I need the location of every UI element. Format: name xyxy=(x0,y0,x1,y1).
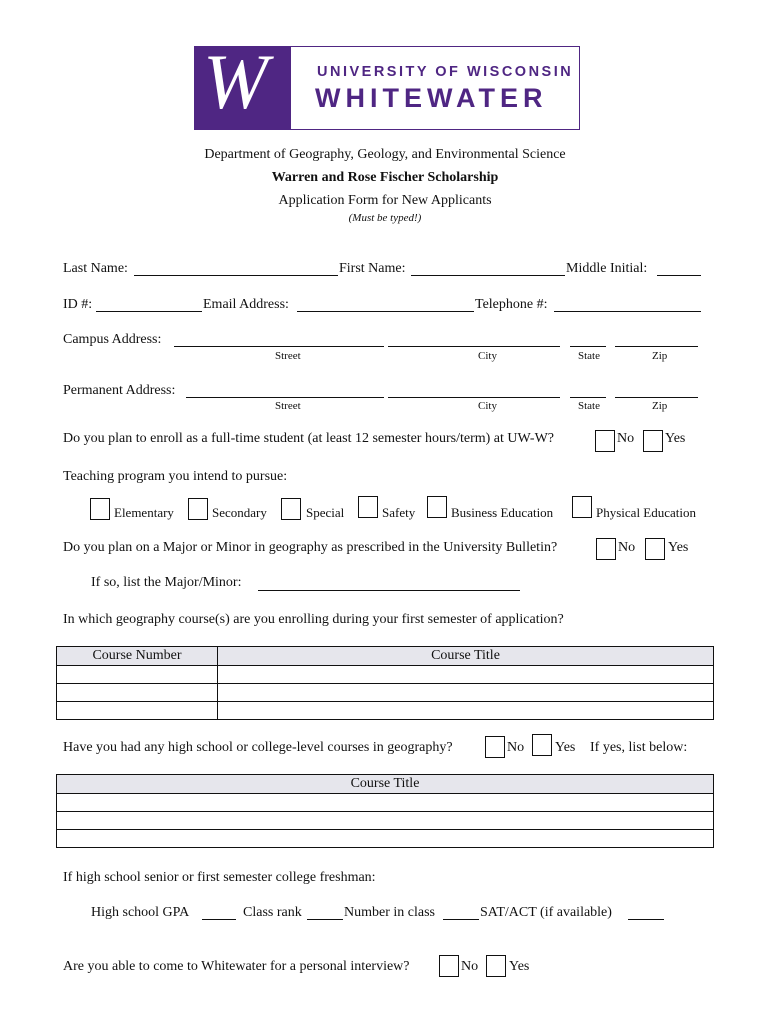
prior-courses-table xyxy=(56,774,714,848)
elementary-checkbox[interactable] xyxy=(90,498,110,520)
major-no-label: No xyxy=(618,540,636,555)
table-row xyxy=(57,666,714,684)
fulltime-no-checkbox[interactable] xyxy=(595,430,615,452)
typed-note: (Must be typed!) xyxy=(348,212,422,224)
logo-whitewater-text: WHITEWATER xyxy=(315,83,548,113)
sat-act-field[interactable] xyxy=(628,919,664,920)
table-cell[interactable] xyxy=(57,794,714,812)
campus-address-label: Campus Address: xyxy=(63,332,162,347)
interview-yes-label: Yes xyxy=(509,959,530,974)
special-label: Special xyxy=(306,505,345,520)
permanent-state-caption: State xyxy=(578,400,600,412)
permanent-street-field[interactable] xyxy=(186,397,384,398)
department-heading: Department of Geography, Geology, and Environmental Science xyxy=(204,147,566,162)
number-in-class-label: Number in class xyxy=(344,905,435,920)
table-cell[interactable] xyxy=(218,666,714,684)
major-yes-checkbox[interactable] xyxy=(645,538,665,560)
table-header-row xyxy=(57,647,714,666)
list-major-label: If so, list the Major/Minor: xyxy=(91,575,242,590)
logo-w-icon: W xyxy=(203,38,268,125)
safety-checkbox[interactable] xyxy=(358,496,378,518)
permanent-zip-caption: Zip xyxy=(652,400,668,412)
logo-university-text: UNIVERSITY OF WISCONSIN xyxy=(317,64,574,80)
if-yes-note: If yes, list below: xyxy=(590,740,688,755)
senior-heading: If high school senior or first semester college freshman: xyxy=(63,870,376,885)
prior-course-title-header: Course Title xyxy=(57,775,714,794)
table-row xyxy=(57,794,714,812)
secondary-checkbox[interactable] xyxy=(188,498,208,520)
interview-yes-checkbox[interactable] xyxy=(486,955,506,977)
permanent-city-caption: City xyxy=(478,400,497,412)
logo-mark xyxy=(195,38,291,129)
course-number-header: Course Number xyxy=(57,647,218,666)
campus-zip-caption: Zip xyxy=(652,350,668,362)
email-label: Email Address: xyxy=(203,297,289,312)
campus-city-field[interactable] xyxy=(388,346,560,347)
form-title: Application Form for New Applicants xyxy=(278,193,492,208)
fulltime-question: Do you plan to enroll as a full-time student (at least 12 semester hours/term) at UW-W? xyxy=(63,431,555,446)
id-field[interactable] xyxy=(96,311,202,312)
first-name-label: First Name: xyxy=(339,261,406,276)
table-cell[interactable] xyxy=(57,684,218,702)
course-enrollment-table xyxy=(56,646,714,720)
campus-zip-field[interactable] xyxy=(615,346,698,347)
physical-education-checkbox[interactable] xyxy=(572,496,592,518)
gpa-label: High school GPA xyxy=(91,905,190,920)
elementary-label: Elementary xyxy=(114,505,174,520)
major-minor-question: Do you plan on a Major or Minor in geography as prescribed in the University Bulletin? xyxy=(63,540,558,555)
permanent-street-caption: Street xyxy=(275,400,301,412)
id-label: ID #: xyxy=(63,297,93,312)
scholarship-title: Warren and Rose Fischer Scholarship xyxy=(271,170,499,185)
campus-street-field[interactable] xyxy=(174,346,384,347)
fulltime-yes-label: Yes xyxy=(665,431,686,446)
permanent-address-label: Permanent Address: xyxy=(63,383,176,398)
physical-education-label: Physical Education xyxy=(596,505,697,520)
table-row xyxy=(57,684,714,702)
first-name-field[interactable] xyxy=(411,275,565,276)
sat-act-label: SAT/ACT (if available) xyxy=(480,905,612,920)
last-name-label: Last Name: xyxy=(63,261,128,276)
number-in-class-field[interactable] xyxy=(443,919,479,920)
major-yes-label: Yes xyxy=(668,540,689,555)
had-courses-no-label: No xyxy=(507,740,525,755)
major-no-checkbox[interactable] xyxy=(596,538,616,560)
middle-initial-label: Middle Initial: xyxy=(566,261,648,276)
major-minor-field[interactable] xyxy=(258,590,520,591)
campus-state-caption: State xyxy=(578,350,600,362)
table-cell[interactable] xyxy=(218,702,714,720)
table-cell[interactable] xyxy=(57,702,218,720)
had-courses-question: Have you had any high school or college-level courses in geography? xyxy=(63,740,453,755)
class-rank-field[interactable] xyxy=(307,919,343,920)
table-row xyxy=(57,830,714,848)
class-rank-label: Class rank xyxy=(243,905,302,920)
interview-question: Are you able to come to Whitewater for a personal interview? xyxy=(63,959,410,974)
table-row xyxy=(57,812,714,830)
business-education-checkbox[interactable] xyxy=(427,496,447,518)
telephone-label: Telephone #: xyxy=(475,297,548,312)
permanent-zip-field[interactable] xyxy=(615,397,698,398)
gpa-field[interactable] xyxy=(202,919,236,920)
campus-state-field[interactable] xyxy=(570,346,606,347)
table-cell[interactable] xyxy=(57,666,218,684)
course-title-header: Course Title xyxy=(218,647,714,666)
courses-enrolling-question: In which geography course(s) are you enrolling during your first semester of application? xyxy=(63,612,564,627)
table-cell[interactable] xyxy=(57,830,714,848)
table-cell[interactable] xyxy=(218,684,714,702)
fulltime-no-label: No xyxy=(617,431,635,446)
campus-street-caption: Street xyxy=(275,350,301,362)
middle-initial-field[interactable] xyxy=(657,275,701,276)
campus-city-caption: City xyxy=(478,350,497,362)
table-cell[interactable] xyxy=(57,812,714,830)
fulltime-yes-checkbox[interactable] xyxy=(643,430,663,452)
university-logo xyxy=(194,38,580,130)
permanent-state-field[interactable] xyxy=(570,397,606,398)
secondary-label: Secondary xyxy=(212,505,267,520)
table-row xyxy=(57,702,714,720)
teaching-question: Teaching program you intend to pursue: xyxy=(63,469,288,484)
table-header-row xyxy=(57,775,714,794)
had-courses-yes-checkbox[interactable] xyxy=(532,734,552,756)
had-courses-no-checkbox[interactable] xyxy=(485,736,505,758)
had-courses-yes-label: Yes xyxy=(555,740,576,755)
safety-label: Safety xyxy=(382,505,416,520)
interview-no-checkbox[interactable] xyxy=(439,955,459,977)
interview-no-label: No xyxy=(461,959,479,974)
last-name-field[interactable] xyxy=(134,275,338,276)
business-education-label: Business Education xyxy=(451,505,554,520)
email-field[interactable] xyxy=(297,311,474,312)
permanent-city-field[interactable] xyxy=(388,397,560,398)
telephone-field[interactable] xyxy=(554,311,701,312)
special-checkbox[interactable] xyxy=(281,498,301,520)
